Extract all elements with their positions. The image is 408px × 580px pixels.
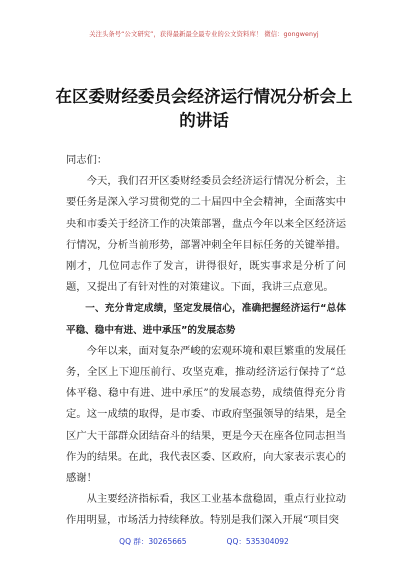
- paragraph-indicators: 从主要经济指标看，我区工业基本盘稳固，重点行业拉动作用明显，市场活力持续释放。特别是我们深入开展“项目突: [66, 493, 346, 527]
- paragraph-intro: 今天，我们召开区委财经委员会经济运行情况分析会，主要任务是深入学习贯彻党的二十届四中全会精神，全面落实中央和市委关于经济工作的决策部署，盘点今年以来全区经济运行情况，分析当前形势，部署冲刺全年目标任务的关键举措。刚才，几位同志作了发言，讲得很好，既实事求是分析了问题，又提出了有针对性的对策建议。下面，我讲三点意见。: [66, 175, 346, 294]
- document-title: [36, 85, 372, 133]
- footer-contacts: [0, 536, 408, 547]
- top-banner: 关注头条号“公文研究”，获得最新最全最专业的公文资料库！ 微信：gongwenyj: [89, 31, 319, 38]
- title-line-2: 的讲话: [179, 111, 229, 130]
- title-line-1: 在区委财经委员会经济运行情况分析会上: [55, 87, 353, 106]
- document-body: [66, 150, 346, 532]
- qq-text: QQ：535304092: [226, 537, 289, 546]
- section-heading-1: 一、充分肯定成绩，坚定发展信心，准确把握经济运行“总体平稳、稳中有进、进中承压”的发展态势: [66, 303, 346, 336]
- paragraph-achievements: 今年以来，面对复杂严峻的宏观环境和艰巨繁重的发展任务，全区上下迎压前行、攻坚克难，推动经济运行保持了“总体平稳、稳中有进、进中承压”的发展态势，成绩值得充分肯定。这一成绩的取得，是市委、市政府坚强领导的结果，是全区广大干部群众团结奋斗的结果，更是今天在座各位同志担当作为的结果。在此，我代表区委、区政府，向大家表示衷心的感谢！: [66, 344, 346, 485]
- salutation: 同志们：: [66, 154, 108, 166]
- qq-group-text: QQ 群：30265665: [119, 537, 187, 546]
